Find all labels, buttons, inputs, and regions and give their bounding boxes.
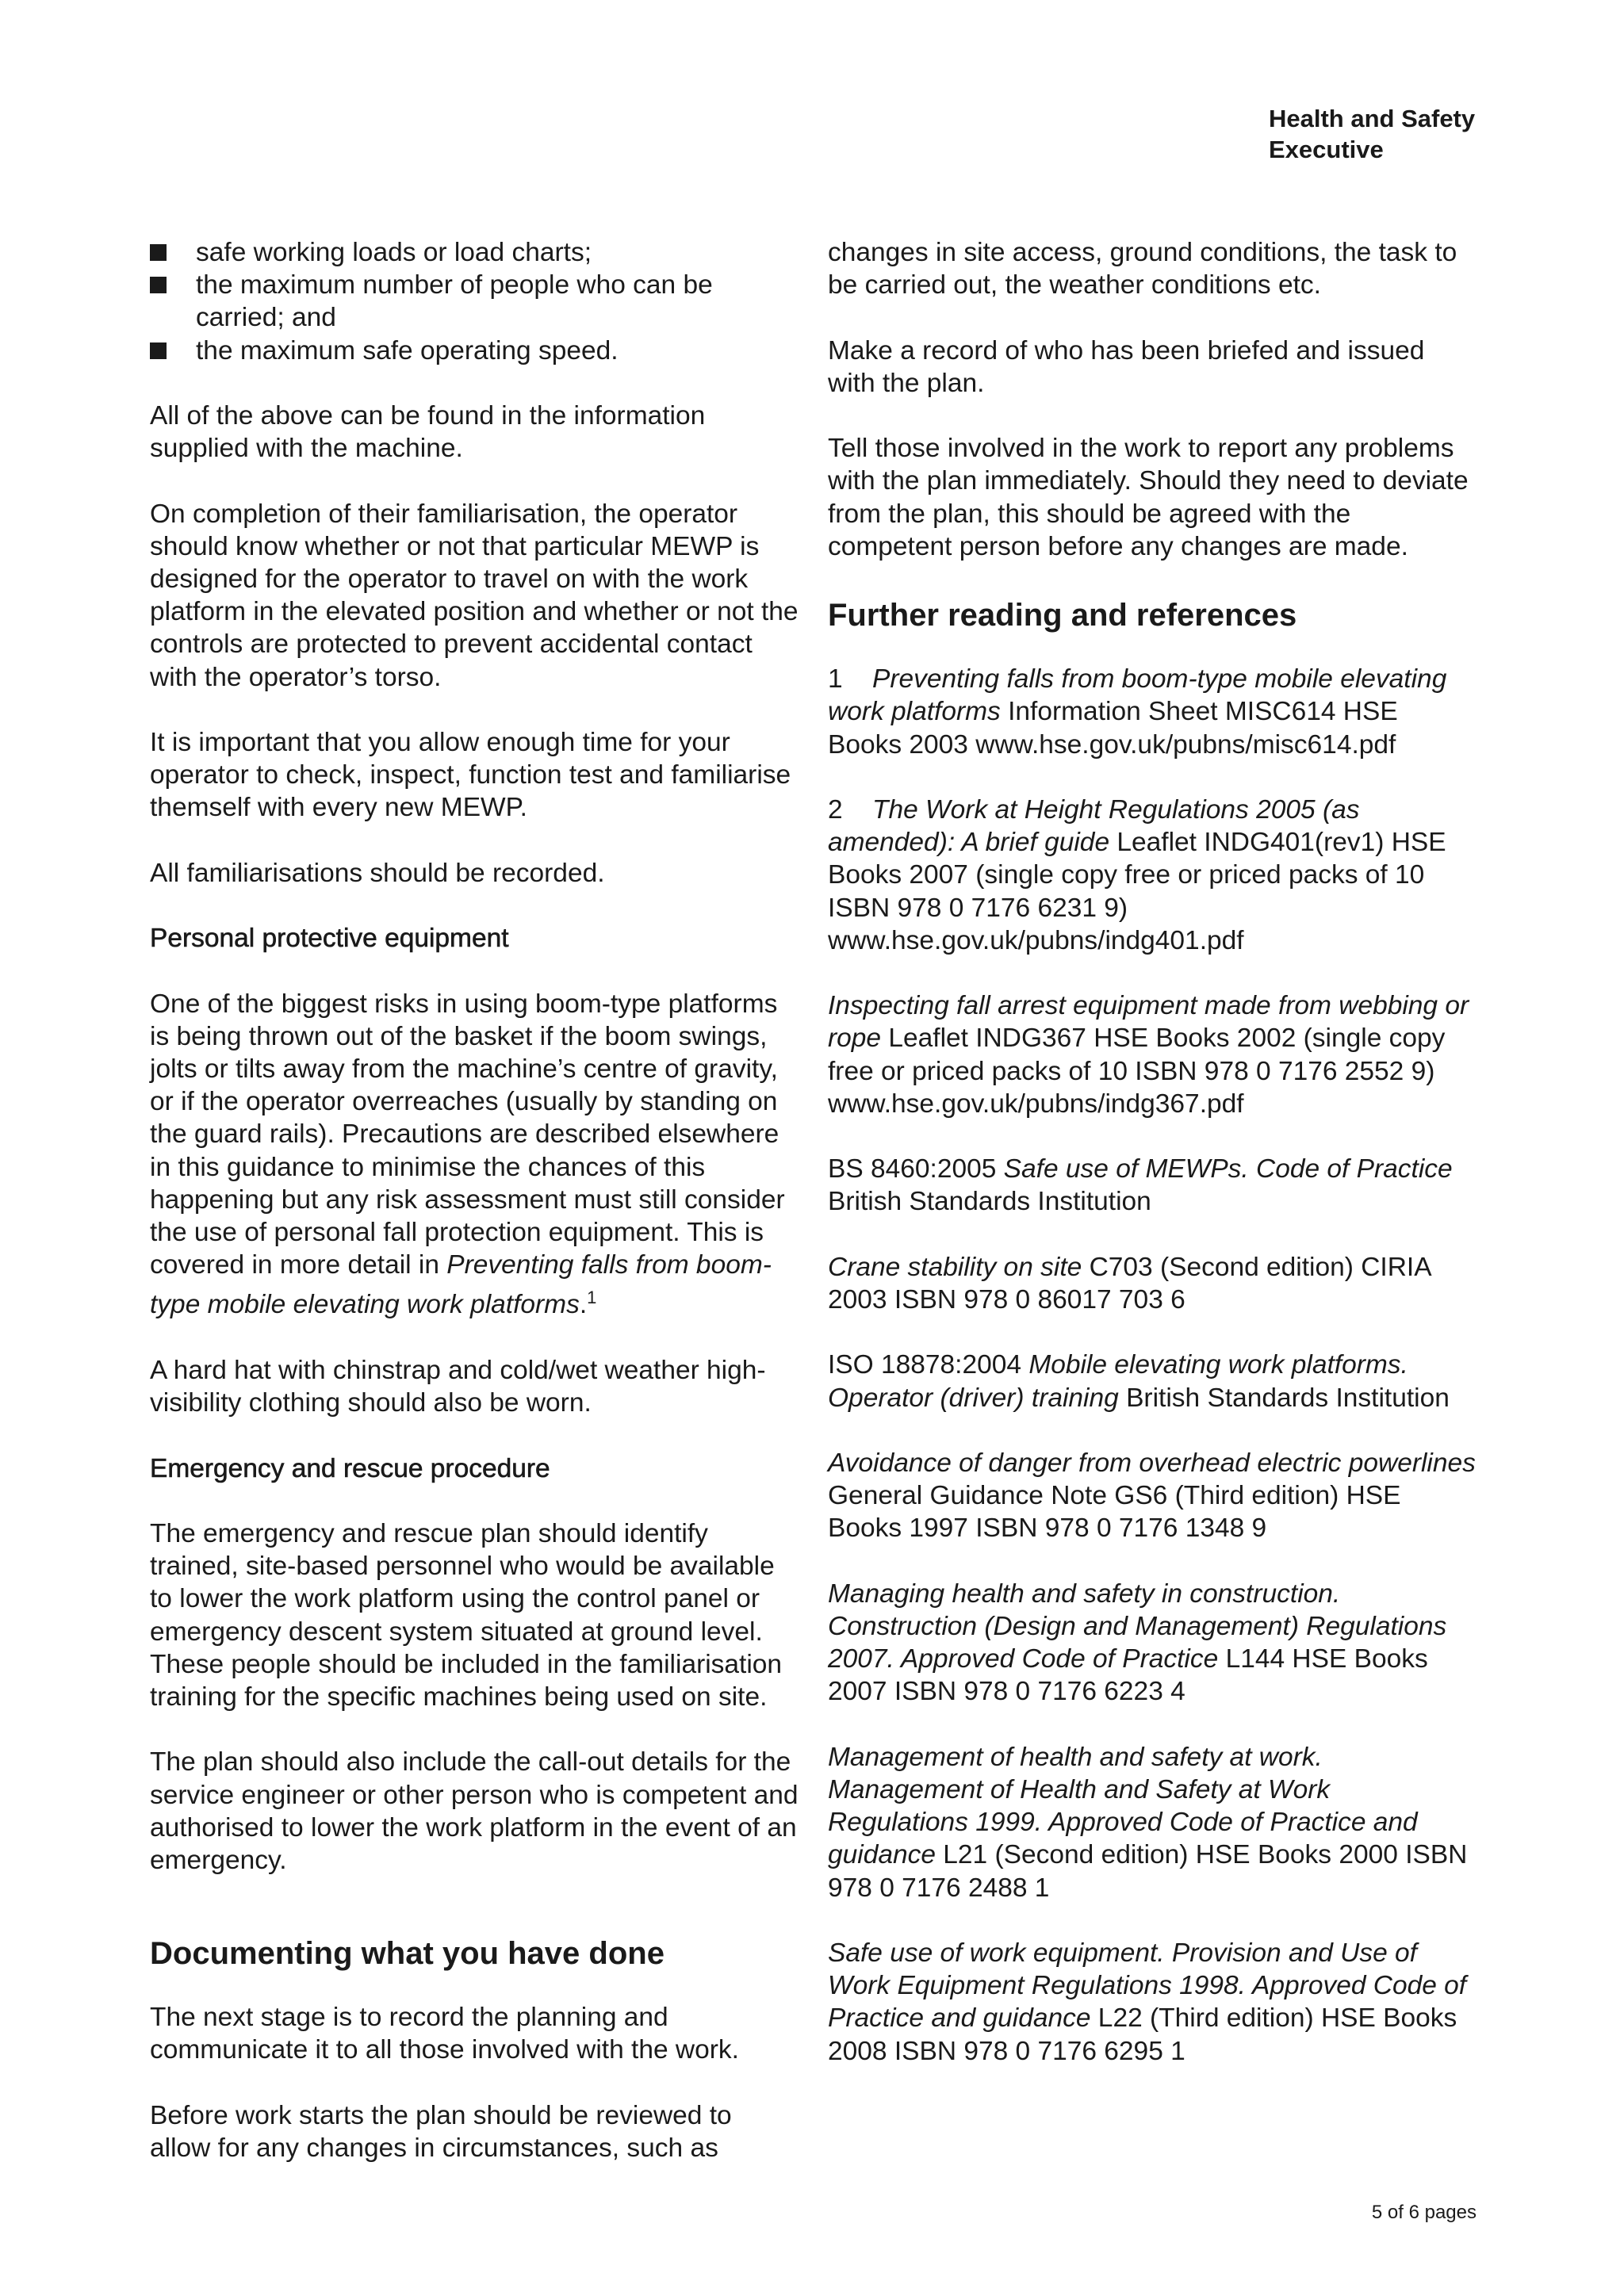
page-number: 5 of 6 pages: [1371, 2202, 1477, 2223]
reference-number: 2: [828, 794, 843, 825]
publisher-line-2: Executive: [1269, 136, 1384, 163]
reference-8: [828, 1578, 1477, 1709]
reference-title: Safe use of work equipment. Provision and Use of Work Equipment Regulations 1998. Approved Code of Practice and guidance: [828, 1938, 1467, 2034]
paragraph-briefing-record: Make a record of who has been briefed and issued with the plan.: [828, 335, 1425, 398]
reference-4: [828, 1153, 1477, 1218]
paragraph-call-out: The plan should also include the call-out details for the service engineer or other person who is competent and authorised to lower the work platform in the event of an emergency.: [150, 1747, 799, 1875]
reference-title: Managing health and safety in construction. Construction (Design and Management) Regulations 2007. Approved Code of Practice: [828, 1578, 1447, 1674]
reference-10: [828, 1937, 1477, 2068]
reference-details: British Standards Institution: [828, 1187, 1151, 1217]
reference-details: C703 (Second edition) CIRIA 2003 ISBN 978 0 86017 703 6: [828, 1252, 1431, 1314]
paragraph-plan-review: Before work starts the plan should be reviewed to allow for any changes in circumstances, such as: [150, 2100, 732, 2163]
reference-details: Leaflet INDG401(rev1) HSE Books 2007 (single copy free or priced packs of 10 ISBN 978 0 7176 6231 9) www.hse.gov.uk/pubns/indg401.pdf: [828, 828, 1446, 955]
paragraph-site-changes: changes in site access, ground conditions, the task to be carried out, the weather conditions etc.: [828, 238, 1457, 300]
reference-title: The Work at Height Regulations 2005 (as amended): A brief guide: [828, 794, 1360, 858]
list-item: the maximum number of people who can be carried; and: [150, 269, 799, 334]
reference-9: [828, 1741, 1477, 1904]
reference-details: British Standards Institution: [1118, 1383, 1450, 1413]
reference-3: [828, 989, 1477, 1120]
paragraph-machine-info: All of the above can be found in the information supplied with the machine.: [150, 401, 706, 464]
reference-title: Safe use of MEWPs. Code of Practice: [1003, 1154, 1453, 1184]
list-item: the maximum safe operating speed.: [150, 335, 799, 367]
reference-5: [828, 1251, 1477, 1316]
reference-title: Preventing falls from boom-type mobile elevating work platforms: [828, 664, 1447, 727]
publisher-header: [1269, 103, 1602, 165]
reference-details: L22 (Third edition) HSE Books 2008 ISBN 978 0 7176 6295 1: [828, 2003, 1457, 2066]
reference-details: General Guidance Note GS6 (Third edition) HSE Books 1997 ISBN 978 0 7176 1348 9: [828, 1481, 1401, 1544]
left-column: [150, 236, 799, 2197]
emergency-heading: Emergency and rescue procedure: [150, 1453, 550, 1483]
footnote-ref: 1: [587, 1288, 597, 1308]
reference-details: Information Sheet MISC614 HSE Books 2003 www.hse.gov.uk/pubns/misc614.pdf: [828, 697, 1398, 760]
reference-code: ISO 18878:2004: [828, 1350, 1029, 1380]
reference-title: Management of health and safety at work. Management of Health and Safety at Work Regulations 1999. Approved Code of Practice and guidance: [828, 1742, 1418, 1870]
paragraph-ppe-risk: [150, 988, 799, 1322]
reference-title: Inspecting fall arrest equipment made from webbing or rope: [828, 991, 1469, 1054]
reference-code: BS 8460:2005: [828, 1154, 1004, 1184]
paragraph-recorded: All familiarisations should be recorded.: [150, 858, 605, 888]
paragraph-allow-time: It is important that you allow enough time for your operator to check, inspect, function test and familiarise themself with every new MEWP.: [150, 728, 791, 823]
paragraph-hard-hat: A hard hat with chinstrap and cold/wet weather high-visibility clothing should also be worn.: [150, 1355, 766, 1418]
right-column: [828, 236, 1477, 2100]
paragraph-familiarisation: On completion of their familiarisation, the operator should know whether or not that particular MEWP is designed for the operator to travel on with the work platform in the elevated position and whether or not the controls are protected to prevent accidental contact with the operator’s torso.: [150, 499, 799, 692]
reference-7: [828, 1447, 1477, 1545]
ppe-text: One of the biggest risks in using boom-type platforms is being thrown out of the basket if the boom swings, jolts or tilts away from the machine’s centre of gravity, or if the operator overreaches (usually by standing on the guard rails). Precautions are described elsewhere in this guidance to minimise the chances of this happening but any risk assessment must still consider the use of personal fall protection equipment. This is covered in more detail in: [150, 989, 785, 1280]
ppe-period: .: [579, 1290, 588, 1320]
paragraph-rescue-plan: The emergency and rescue plan should identify trained, site-based personnel who would be available to lower the work platform using the control panel or emergency descent system situated at ground level. These people should be included in the familiarisation training for the specific machines being used on site.: [150, 1518, 783, 1712]
reference-title: Crane stability on site: [828, 1252, 1082, 1282]
reference-title: Mobile elevating work platforms. Operator (driver) training: [828, 1350, 1408, 1413]
reference-details: L21 (Second edition) HSE Books 2000 ISBN 978 0 7176 2488 1: [828, 1840, 1468, 1903]
reference-2: [828, 794, 1477, 957]
reference-details: Leaflet INDG367 HSE Books 2002 (single copy free or priced packs of 10 ISBN 978 0 7176 2552 9) www.hse.gov.uk/pubns/indg367.pdf: [828, 1024, 1446, 1119]
reference-6: [828, 1349, 1477, 1414]
reference-number: 1: [828, 664, 843, 695]
paragraph-report-problems: Tell those involved in the work to report any problems with the plan immediately. Should they need to deviate from the plan, this should be agreed with the competent person before any changes are made.: [828, 434, 1469, 561]
publisher-line-1: Health and Safety: [1269, 105, 1476, 132]
references-heading: Further reading and references: [828, 598, 1297, 633]
reference-details: L144 HSE Books 2007 ISBN 978 0 7176 6223 4: [828, 1644, 1428, 1707]
ppe-citation-title: Preventing falls from boom-type mobile elevating work platforms: [150, 1250, 772, 1320]
paragraph-record-planning: The next stage is to record the planning and communicate it to all those involved with the work.: [150, 2003, 739, 2065]
documenting-heading: Documenting what you have done: [150, 1936, 665, 1972]
reference-1: [828, 663, 1477, 761]
list-item: safe working loads or load charts;: [150, 236, 799, 269]
reference-title: Avoidance of danger from overhead electric powerlines: [828, 1448, 1476, 1478]
ppe-heading: Personal protective equipment: [150, 924, 509, 954]
bullet-list: [150, 236, 799, 367]
